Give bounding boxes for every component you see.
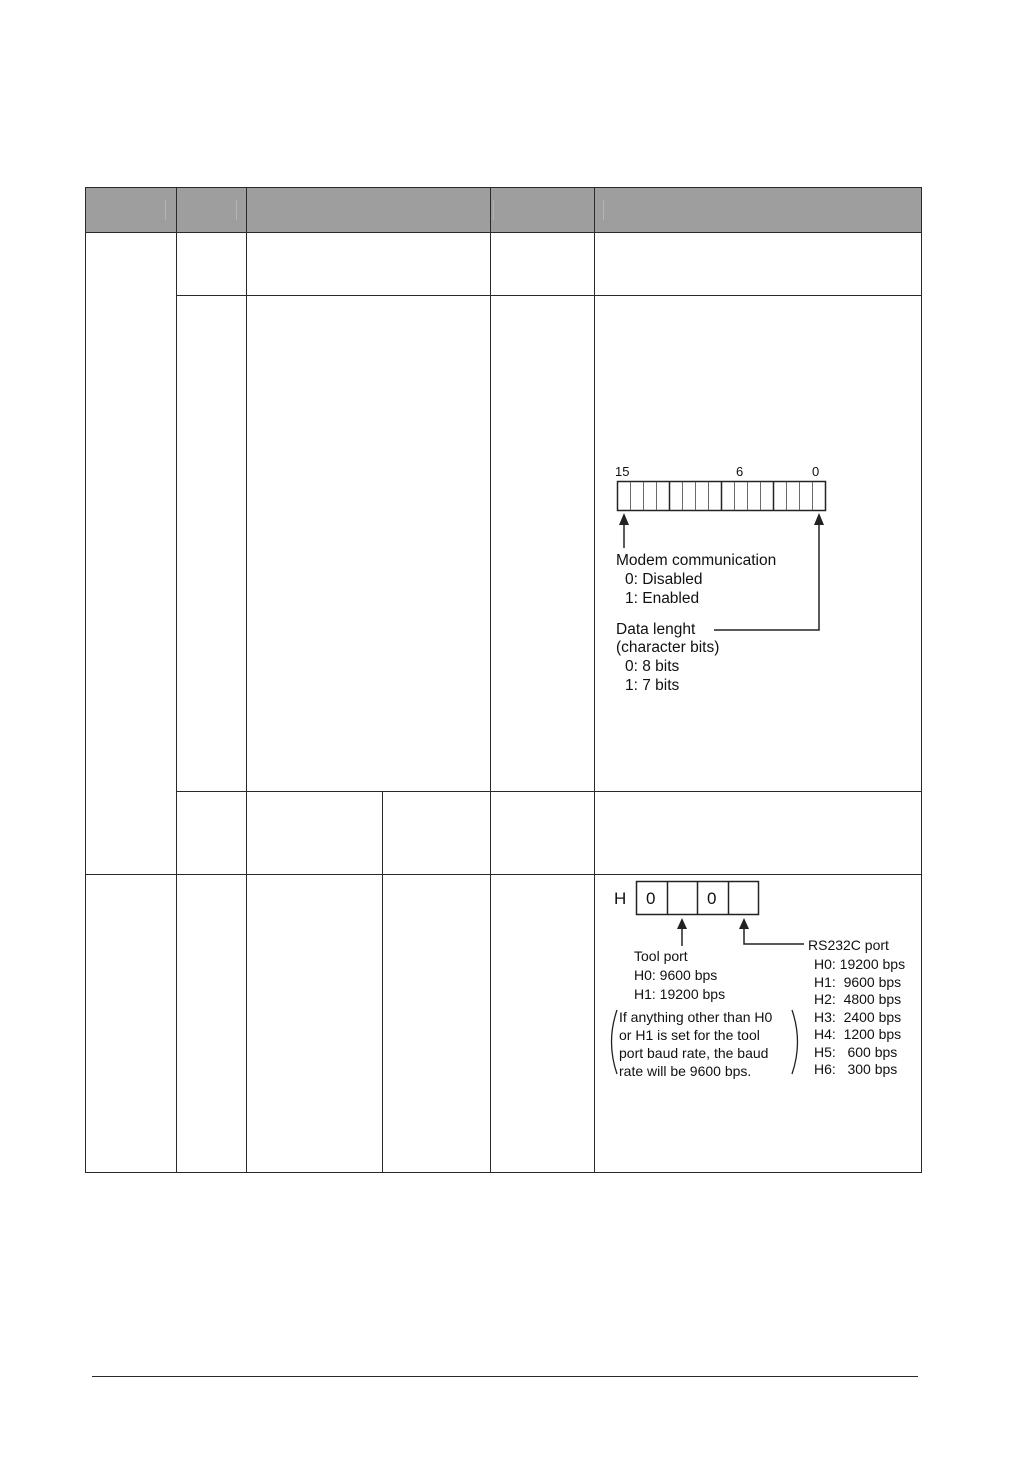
- rs232c-title: RS232C port: [808, 937, 889, 953]
- hex-prefix: H: [614, 889, 627, 908]
- rs232c-option: H3: 2400 bps: [814, 1009, 902, 1025]
- bit-label-0: 0: [812, 464, 820, 479]
- rs232c-option: H0: 19200 bps: [814, 956, 906, 972]
- bit-label-6: 6: [736, 464, 744, 479]
- rs232c-option: H6: 300 bps: [814, 1061, 898, 1077]
- rs232c-option: H5: 600 bps: [814, 1044, 898, 1060]
- data-length-title: Data lenght: [616, 621, 696, 638]
- tool-port-title: Tool port: [634, 948, 688, 964]
- rs232c-option: H4: 1200 bps: [814, 1026, 902, 1042]
- data-length-subtitle: (character bits): [616, 639, 720, 656]
- data-length-option-7: 1: 7 bits: [625, 677, 680, 694]
- data-length-option-8: 0: 8 bits: [625, 658, 680, 675]
- modem-option-disabled: 0: Disabled: [625, 571, 703, 588]
- bit-layout-diagram: [608, 462, 838, 702]
- tool-port-note-line: or H1 is set for the tool: [619, 1027, 760, 1043]
- rs232c-option: H2: 4800 bps: [814, 991, 902, 1007]
- tool-port-note-line: If anything other than H0: [619, 1009, 773, 1025]
- tool-port-note-line: rate will be 9600 bps.: [619, 1063, 752, 1079]
- tool-port-option-h1: H1: 19200 bps: [634, 986, 726, 1002]
- baud-box-1: 0: [646, 889, 656, 908]
- table-header: [86, 188, 921, 233]
- header-separator: [165, 200, 166, 220]
- header-separator: [236, 200, 237, 220]
- bit-label-15: 15: [615, 464, 630, 479]
- footer-rule: [92, 1376, 918, 1377]
- tool-port-note-line: port baud rate, the baud: [619, 1045, 769, 1061]
- modem-title: Modem communication: [616, 552, 777, 569]
- baud-rate-diagram: [604, 876, 918, 1086]
- baud-box-3: 0: [707, 889, 717, 908]
- rs232c-option: H1: 9600 bps: [814, 974, 902, 990]
- modem-option-enabled: 1: Enabled: [625, 590, 700, 607]
- tool-port-option-h0: H0: 9600 bps: [634, 967, 718, 983]
- header-separator: [493, 200, 494, 220]
- header-separator: [603, 200, 604, 220]
